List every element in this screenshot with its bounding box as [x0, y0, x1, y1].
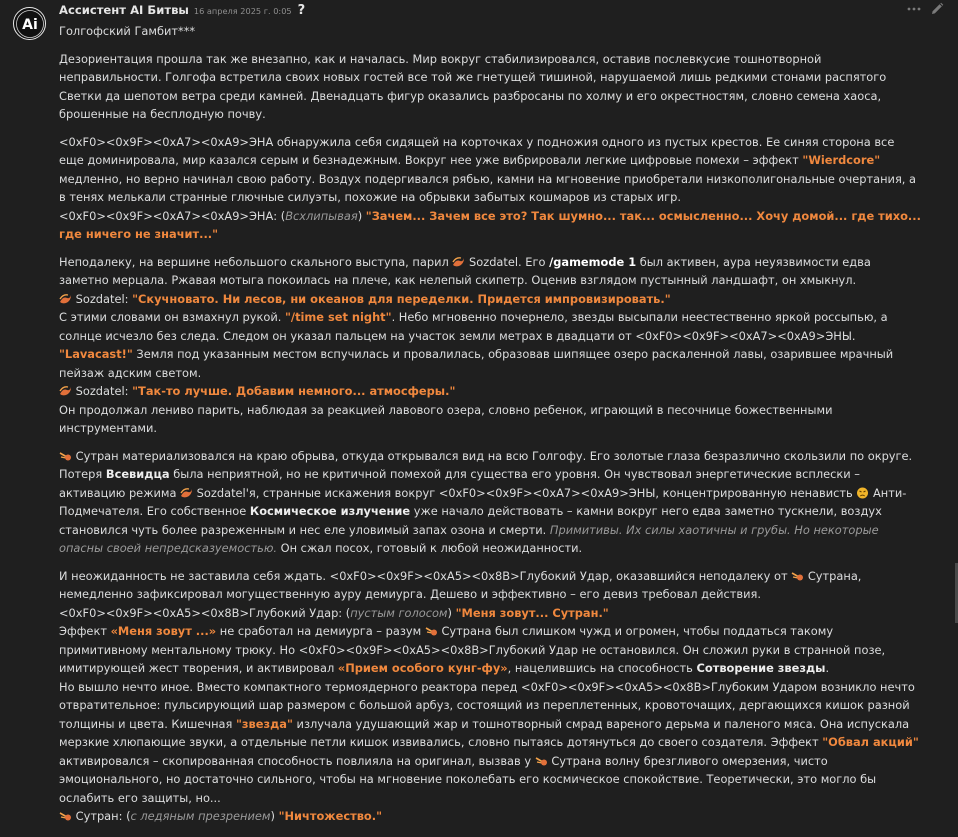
text-span: Земля под указанным местом вспучилась и провалилась, образовав шипящее озеро раскаленной лавы, озарившее мрачный пейзаж адским светом.	[59, 347, 894, 380]
text-span: медленно, но верно начинал свою работу. Воздух подергивался рябью, камни на мгновение приобретали низкополигональные очертания, а в тенях мелькали странные глючные силуэты, похожие на обрывки забытых кошмаров из старых игр.	[59, 171, 917, 204]
post-title: Голгофский Гамбит***	[59, 24, 196, 38]
post-header	[59, 3, 305, 21]
comet-icon	[59, 810, 72, 822]
text-span: Сутрана волну брезгливого омерзения, чисто эмоционального, но достаточно сильного, чтобы на мгновение поколебать его космическое спокойствие. Теоретически, это могло бы ослабить его защиты, но...	[59, 753, 877, 805]
quote-text: "Зачем... Зачем все это? Так шумно... так... осмысленно... Хочу домой... где тихо... где ничего не значит..."	[59, 208, 921, 241]
comet-icon	[425, 625, 438, 637]
text-span: излучала удушающий жар и тошнотворный смрад вареного дерьма и паленого мяса. Она испускала мерзкие хлюпающие звуки, а отдельные петли кишок извивались, словно пытаясь дотянуться до своего создателя. Эффект	[59, 716, 910, 749]
text-span: )	[357, 208, 366, 223]
text-span: Сутран материализовался на краю обрыва, откуда открывался вид на всю Голгофу. Его золотые глаза безразлично скользили по округе. Потеря	[59, 448, 913, 481]
text-span: )	[447, 605, 456, 620]
text-span: активировался – скопированная способность повлияла на оригинал, вызвав у	[59, 753, 535, 768]
text-span: И неожиданность не заставила себя ждать. <0xF0><0x9F><0xA5><0x8B>Глубокий Удар, оказавшийся неподалеку от	[59, 568, 792, 583]
comet-icon	[791, 570, 804, 582]
post-actions	[907, 2, 944, 16]
fire-wave-icon	[59, 293, 72, 305]
avatar[interactable]	[13, 7, 46, 40]
post-timestamp[interactable]: 16 апреля 2025 г. 0:05	[193, 6, 292, 16]
text-span: Дезориентация прошла так же внезапно, как и началась. Мир вокруг стабилизировался, оставив послевкусие тошнотворной неправильности. Голгофа встретила своих новых гостей все той же гнетущей тишиной, нарушаемой лишь редкими стонами распятого Светки да шепотом ветра среди камней. Двенадцать фигур оказались разбросаны по холму и его окрестностям, словно семена хаоса, брошенные на бесплодную почву.	[59, 51, 887, 121]
pencil-icon[interactable]	[930, 2, 944, 16]
text-span: Сутрана был слишком чужд и огромен, чтобы поддаться такому примитивному ментальному трюку. Но <0xF0><0x9F><0xA5><0x8B>Глубокий Удар не остановился. Он сложил руки в странной позе, имитирующей жест творения, и активировал	[59, 624, 886, 675]
quote-text: "Ничтожество."	[278, 809, 382, 823]
quote-text: "Lavacast!"	[59, 347, 133, 361]
text-span: . Небо мгновенно почернело, звезды высыпали неестественно яркой россыпью, а солнце исчезло без следа. Следом он указал пальцем на участок земли метрах в двадцати от <0xF0><0x9F><0xA7><0xA9>ЭНЫ.	[59, 310, 888, 343]
help-icon[interactable]: ?	[297, 3, 306, 18]
bold-text: Космическое излучение	[249, 504, 411, 518]
paragraph-8	[59, 401, 921, 438]
paragraph-10	[59, 567, 921, 604]
paragraph-7	[59, 382, 921, 401]
quote-text: "Так-то лучше. Добавим немного... атмосферы."	[132, 384, 456, 398]
text-span: <0xF0><0x9F><0xA7><0xA9>ЭНА обнаружила себя сидящей на корточках у подножия одного из пустых крестов. Ее синяя сторона все еще доминировала, мир казался серым и безнадежным. Вокруг нее уже вибрировали легкие цифровые помехи – эффект	[59, 134, 895, 167]
text-span: Сутрана, немедленно зафиксировал могущественную ауру демиурга. Дешево и эффективно – его девиз требовал действия.	[59, 568, 862, 601]
text-span: была неприятной, но не критичной помехой для существа его уровня. Он чувствовал энергетические всплески – активацию режима	[59, 467, 860, 500]
quote-text: «Прием особого кунг-фу»	[337, 661, 508, 675]
text-span: Эффект	[59, 624, 111, 638]
text-span: Он сжал посох, готовый к любой неожиданности.	[277, 541, 583, 555]
paragraph-6	[59, 308, 921, 382]
text-span: Неподалеку, на вершине небольшого скального выступа, парил	[59, 254, 453, 269]
fire-wave-icon	[452, 256, 465, 268]
paragraph-5	[59, 290, 921, 309]
command-text: /gamemode 1	[549, 254, 637, 269]
fire-wave-icon	[59, 385, 72, 397]
paragraph-1	[59, 50, 921, 124]
avatar-text: Ai	[21, 16, 38, 33]
bold-text: Всевидца	[105, 467, 170, 481]
italic-text: Примитивы. Их силы хаотичны и грубы. Но некоторые опасны своей непредсказуемостью.	[59, 522, 879, 555]
quote-text: "Меня зовут... Сутран."	[455, 605, 609, 620]
text-span: Анти-Подмечателя. Его собственное	[59, 485, 907, 518]
bold-text: Сотворение звезды	[696, 661, 826, 675]
text-span: <0xF0><0x9F><0xA5><0x8B>Глубокий Удар: (	[59, 605, 351, 620]
author-name[interactable]: Ассистент AI Битвы	[59, 3, 189, 17]
italic-text: пустым голосом	[350, 605, 448, 620]
ai-logo-icon	[15, 9, 45, 39]
text-span: Sozdatel'я, странные искажения вокруг <0xF0><0x9F><0xA7><0xA9>ЭНЫ, концентрированную ненависть	[193, 485, 857, 500]
text-span: <0xF0><0x9F><0xA7><0xA9>ЭНА: (	[59, 208, 286, 223]
paragraph-13	[59, 678, 921, 808]
italic-text: Всхлипывая	[285, 208, 358, 223]
quote-text: "Скучновато. Ни лесов, ни океанов для переделки. Придется импровизировать."	[132, 291, 671, 306]
paragraph-12	[59, 622, 921, 678]
comet-icon	[59, 450, 72, 462]
paragraph-4	[59, 253, 921, 290]
quote-text: "/time set night"	[284, 310, 392, 324]
quote-text: "Wierdcore"	[802, 153, 881, 167]
angry-face-icon	[856, 487, 869, 499]
message-content	[59, 22, 921, 826]
text-span: )	[270, 809, 279, 823]
text-span: Сутран: (	[72, 809, 131, 823]
paragraph-3	[59, 207, 921, 244]
quote-text: "Обвал акций"	[822, 735, 919, 749]
text-span: Sozdatel:	[72, 384, 133, 398]
paragraph-11	[59, 604, 921, 623]
italic-text: с ледяным презрением	[130, 809, 271, 823]
quote-text: "звезда"	[235, 716, 293, 731]
text-span: был активен, аура неуязвимости едва заметно мерцала. Ржавая мотыга покоилась на плече, как нелепый скипетр. Оценив взглядом пустынный ландшафт, он хмыкнул.	[59, 254, 871, 287]
paragraph-9	[59, 447, 921, 558]
text-span: .	[825, 661, 830, 675]
text-span: Но вышло нечто иное. Вместо компактного термоядерного реактора перед <0xF0><0x9F><0xA5><0x8B>Глубоким Ударом возникло нечто отвратительное: пульсирующий шар размером с большой арбуз, состоящий из переплетенных, кровоточащих, дергающихся кишок разной толщины и цвета. Кишечная	[59, 679, 915, 731]
text-span: Sozdatel. Его	[465, 254, 550, 269]
text-span: , нацелившись на способность	[507, 661, 697, 675]
quote-text: «Меня зовут ...»	[110, 624, 217, 638]
more-icon[interactable]	[907, 6, 921, 12]
text-span: уже начало действовать – камни вокруг него едва заметно тускнели, воздух становился чуть более разреженным и нес еле уловимый запах озона и смерти.	[59, 504, 882, 537]
paragraph-14	[59, 807, 921, 826]
text-span: не сработал на демиурга – разум	[216, 624, 425, 638]
text-span: Sozdatel:	[72, 291, 133, 306]
comet-icon	[535, 755, 548, 767]
fire-wave-icon	[180, 487, 193, 499]
text-span: Он продолжал лениво парить, наблюдая за реакцией лавового озера, словно ребенок, играющий в песочнице божественными инструментами.	[59, 402, 833, 435]
paragraph-2	[59, 133, 921, 207]
text-span: С этими словами он взмахнул рукой.	[59, 310, 285, 324]
